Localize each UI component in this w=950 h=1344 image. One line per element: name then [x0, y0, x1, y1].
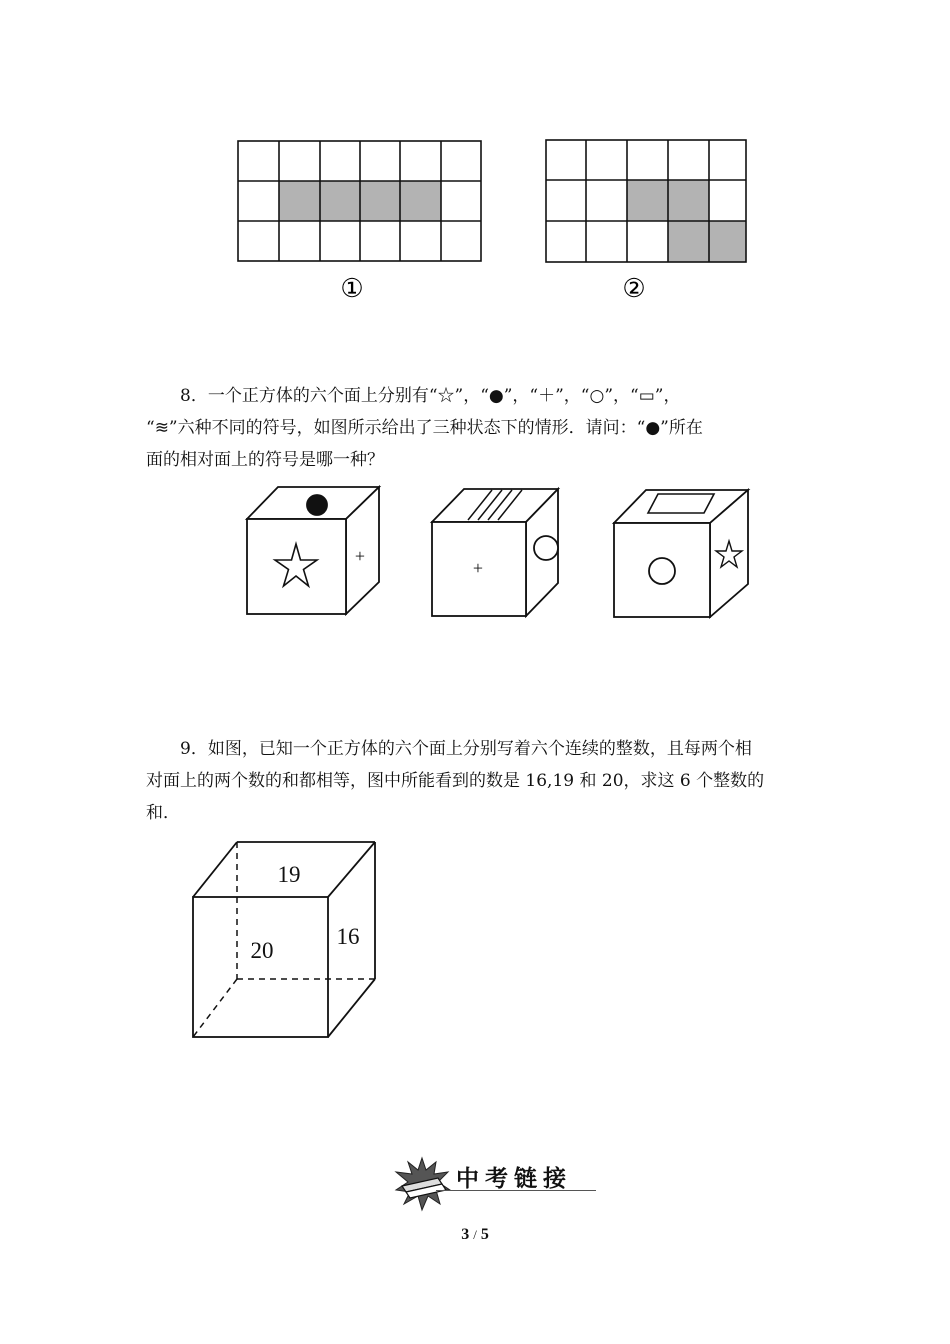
grid-figures — [0, 0, 950, 320]
section-banner-title: 中考链接 — [456, 1166, 572, 1192]
pencil-star-icon — [392, 1156, 462, 1212]
circle-icon-2 — [649, 558, 675, 584]
cube-right-number: 16 — [336, 924, 360, 949]
current-page: 3 — [461, 1226, 470, 1243]
question-9-text — [146, 733, 808, 829]
filled-circle-icon — [307, 495, 327, 515]
cube-2 — [432, 489, 558, 616]
rectangle-icon — [648, 494, 714, 513]
q8-line-1: 8．一个正方体的六个面上分别有“☆”，“●”，“＋”，“○”，“▭”， — [180, 386, 681, 406]
q9-line-2: 对面上的两个数的和都相等，图中所能看到的数是 16,19 和 20，求这 6 个整数的 — [146, 771, 765, 791]
q8-line-2: “≋”六种不同的符号，如图所示给出了三种状态下的情形．请问：“●”所在 — [146, 418, 703, 438]
total-pages: 5 — [480, 1226, 489, 1243]
cube-1 — [247, 487, 379, 614]
plus-symbol-2: + — [472, 558, 484, 578]
q9-line-3: 和． — [146, 803, 180, 823]
question-8-text — [146, 380, 808, 476]
circle-icon — [534, 536, 558, 560]
q9-line-1: 9．如图，已知一个正方体的六个面上分别写着六个连续的整数，且每两个相 — [180, 739, 752, 759]
grid1-label: ① — [340, 274, 364, 303]
q8-line-3: 面的相对面上的符号是哪一种？ — [146, 450, 384, 470]
q8-cube-figures — [0, 480, 950, 620]
grid-figure-2 — [546, 140, 746, 303]
grid2-shaded-cells-low — [668, 221, 746, 262]
grid2-label: ② — [622, 274, 646, 303]
page-number — [0, 1226, 950, 1244]
section-banner-underline — [436, 1190, 596, 1191]
cube-front-number: 20 — [250, 938, 274, 963]
cube-3 — [614, 490, 748, 617]
q9-cube-figure — [180, 830, 390, 1050]
plus-symbol: + — [354, 546, 366, 566]
section-banner — [392, 1156, 598, 1212]
page-separator: / — [473, 1227, 477, 1242]
cube-top-number: 19 — [277, 862, 301, 887]
grid-figure-1 — [238, 141, 481, 303]
